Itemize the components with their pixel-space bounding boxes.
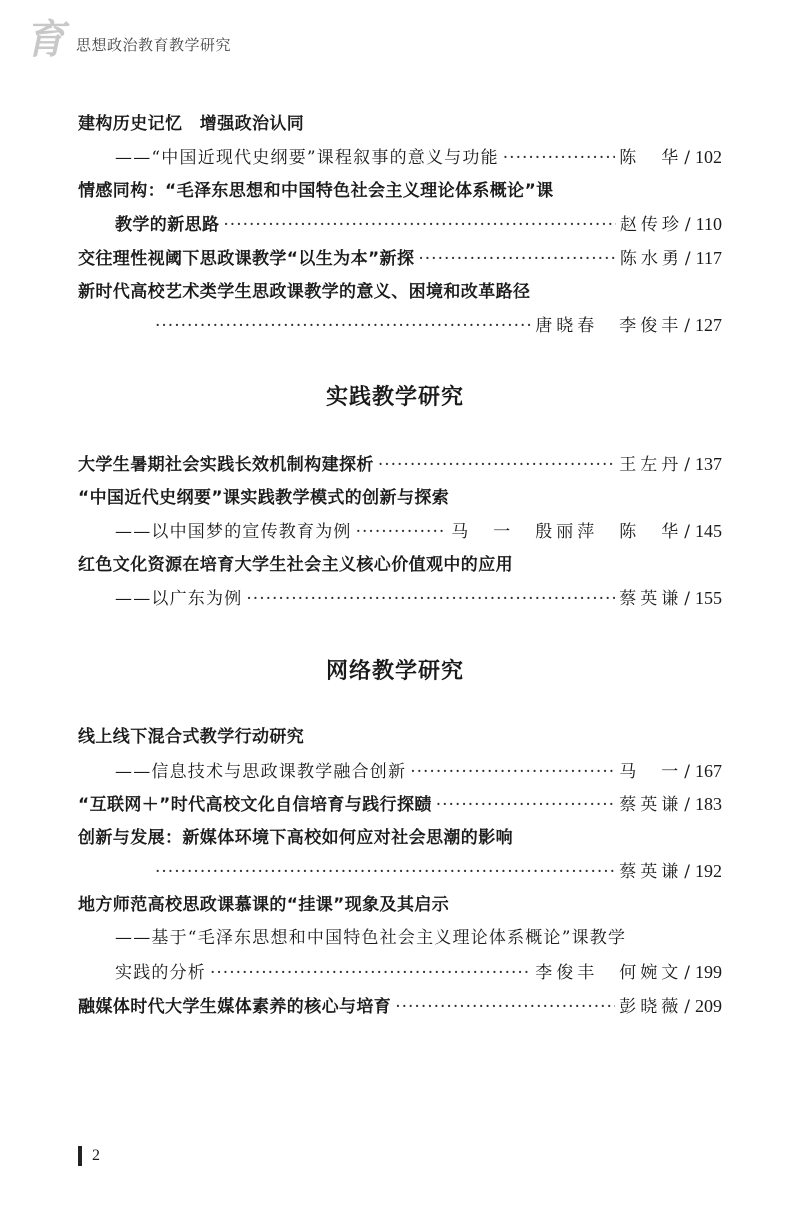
- toc-entry-subtitle[interactable]: [115, 960, 722, 985]
- entry-page: 127: [695, 315, 722, 335]
- toc-entry-author-line[interactable]: [115, 313, 722, 338]
- entry-author: 陈 华: [619, 148, 683, 168]
- entry-subtitle: ——基于“毛泽东思想和中国特色社会主义理论体系概论”课教学: [115, 928, 627, 948]
- section-heading: 网络教学研究: [325, 658, 464, 684]
- section-heading: 实践教学研究: [325, 384, 464, 410]
- entry-page: 110: [695, 214, 722, 234]
- toc-entry-title[interactable]: [78, 893, 722, 917]
- entry-author: 马 一 殷丽萍 陈 华: [451, 522, 683, 542]
- entry-title: 红色文化资源在培育大学生社会主义核心价值观中的应用: [78, 555, 513, 575]
- entry-title: 地方师范高校思政课慕课的“挂课”现象及其启示: [78, 895, 450, 915]
- entry-author: 陈水勇: [619, 249, 683, 269]
- dot-leader: [395, 995, 615, 1019]
- entry-title: 创新与发展：新媒体环境下高校如何应对社会思潮的影响: [78, 828, 513, 848]
- entry-subtitle: ——以中国梦的宣传教育为例: [115, 522, 352, 542]
- entry-author: 唐晓春 李俊丰: [535, 316, 683, 336]
- entry-title: 线上线下混合式教学行动研究: [78, 727, 305, 747]
- toc-entry-title[interactable]: [78, 792, 722, 817]
- slash-separator: /: [684, 455, 690, 475]
- dot-leader: [436, 793, 616, 817]
- toc-entry-title[interactable]: [78, 112, 722, 136]
- entry-title: 建构历史记忆 增强政治认同: [78, 114, 305, 134]
- toc-entry-title[interactable]: [78, 280, 722, 304]
- entry-page: 209: [695, 996, 722, 1016]
- dot-leader: [155, 314, 531, 338]
- slash-separator: /: [684, 215, 691, 235]
- dot-leader: [410, 760, 615, 784]
- toc-entry-author-line[interactable]: [115, 859, 722, 884]
- entry-author: 蔡英谦: [619, 862, 683, 882]
- slash-separator: /: [684, 963, 690, 983]
- entry-title: “中国近代史纲要”课实践教学模式的创新与探索: [78, 488, 450, 508]
- entry-page: 155: [695, 588, 722, 608]
- toc-entry-subtitle[interactable]: [115, 145, 722, 170]
- entry-page: 102: [695, 147, 722, 167]
- toc-entry-title[interactable]: [78, 826, 722, 850]
- entry-subtitle: ——“中国近现代史纲要”课程叙事的意义与功能: [115, 148, 499, 168]
- entry-subtitle: ——信息技术与思政课教学融合创新: [115, 762, 407, 782]
- entry-author: 李俊丰 何婉文: [535, 963, 683, 983]
- toc-entry-subtitle[interactable]: [115, 212, 722, 237]
- dot-leader: [418, 247, 616, 271]
- entry-title: 情感同构：“毛泽东思想和中国特色社会主义理论体系概论”课: [78, 181, 554, 201]
- toc-entry-title[interactable]: [78, 553, 722, 577]
- entry-page: 199: [695, 962, 722, 982]
- entry-subtitle: 教学的新思路: [115, 215, 220, 235]
- dot-leader: [246, 587, 615, 611]
- toc-entry-subtitle[interactable]: [115, 926, 722, 950]
- entry-author: 彭晓薇: [619, 997, 683, 1017]
- toc-entry-subtitle[interactable]: [115, 519, 722, 544]
- entry-title: 融媒体时代大学生媒体素养的核心与培育: [78, 997, 392, 1017]
- running-header: [23, 16, 768, 63]
- dot-leader: [503, 146, 615, 170]
- entry-title: 新时代高校艺术类学生思政课教学的意义、困境和改革路径: [78, 282, 531, 302]
- book-title: 思想政治教育教学研究: [76, 36, 232, 54]
- entry-title: 大学生暑期社会实践长效机制构建探析: [78, 455, 374, 475]
- toc-entry-subtitle[interactable]: [115, 586, 722, 611]
- entry-page: 167: [695, 761, 722, 781]
- entry-subtitle: 实践的分析: [115, 963, 206, 983]
- dot-leader: [155, 860, 615, 884]
- entry-title: “互联网＋”时代高校文化自信培育与践行探赜: [78, 795, 432, 815]
- entry-author: 马 一: [619, 762, 683, 782]
- slash-separator: /: [684, 862, 690, 882]
- toc-entry-title[interactable]: [78, 452, 722, 477]
- toc-entry-title[interactable]: [78, 486, 722, 510]
- page-number: 2: [92, 1147, 100, 1164]
- entry-author: 王左丹: [619, 455, 683, 475]
- entry-page: 145: [695, 521, 722, 541]
- dot-leader: [223, 213, 616, 237]
- dot-leader: [356, 520, 448, 544]
- slash-separator: /: [684, 249, 691, 269]
- slash-separator: /: [684, 795, 690, 815]
- entry-author: 赵传珍: [619, 215, 683, 235]
- slash-separator: /: [684, 148, 690, 168]
- book-logo: 育: [23, 16, 74, 63]
- toc-entry-title[interactable]: [78, 725, 722, 749]
- slash-separator: /: [684, 997, 690, 1017]
- slash-separator: /: [684, 762, 690, 782]
- entry-page: 183: [695, 794, 722, 814]
- entry-author: 蔡英谦: [619, 795, 683, 815]
- entry-author: 蔡英谦: [619, 589, 683, 609]
- slash-separator: /: [684, 316, 690, 336]
- entry-page: 137: [695, 454, 722, 474]
- entry-subtitle: ——以广东为例: [115, 589, 243, 609]
- entry-title: 交往理性视阈下思政课教学“以生为本”新探: [78, 249, 415, 269]
- entry-page: 117: [695, 248, 722, 268]
- entry-page: 192: [695, 861, 722, 881]
- toc-entry-title[interactable]: [78, 179, 722, 203]
- slash-separator: /: [684, 522, 690, 542]
- dot-leader: [210, 961, 531, 985]
- toc-entry-subtitle[interactable]: [115, 759, 722, 784]
- slash-separator: /: [684, 589, 690, 609]
- toc-entry-title[interactable]: [78, 994, 722, 1019]
- footer-marker-bar: [78, 1146, 82, 1166]
- toc-entry-title[interactable]: [78, 246, 722, 271]
- dot-leader: [378, 453, 615, 477]
